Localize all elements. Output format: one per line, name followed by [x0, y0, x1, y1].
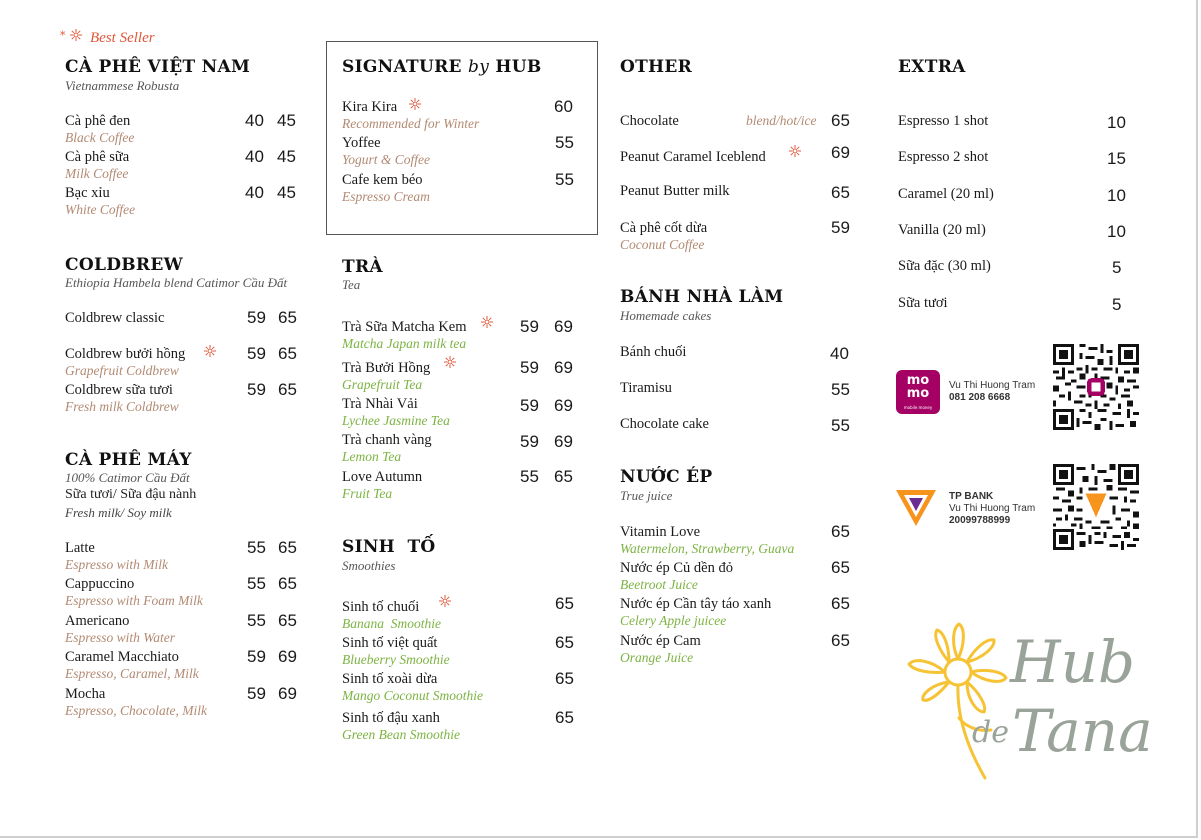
item-desc: Fruit Tea — [342, 486, 393, 501]
item-price-large: 69 — [554, 432, 573, 451]
menu-item — [342, 671, 602, 704]
item-price: 10 — [1107, 113, 1126, 132]
item-name: Trà chanh vàng — [342, 432, 432, 448]
item-name: Peanut Butter milk — [620, 183, 730, 199]
best-seller-flower-icon — [443, 355, 457, 369]
brand-name-line1: Hub — [1010, 628, 1136, 696]
menu-item — [898, 186, 1158, 203]
item-desc: Beetroot Juice — [620, 577, 698, 592]
section-title-vietnam: CÀ PHÊ VIỆT NAM — [65, 57, 251, 77]
item-price: 65 — [831, 631, 850, 650]
item-price-small: 59 — [520, 317, 539, 336]
section-title-cakes: BÁNH NHÀ LÀM — [620, 287, 784, 307]
item-price: 65 — [555, 633, 574, 652]
item-desc: Espresso Cream — [342, 189, 430, 204]
menu-item — [620, 633, 880, 666]
item-price: 5 — [1112, 295, 1122, 314]
menu-item — [65, 540, 325, 573]
legend-label: Best Seller — [90, 30, 155, 46]
item-desc: Lemon Tea — [342, 449, 402, 464]
item-price-small: 59 — [520, 432, 539, 451]
menu-item — [65, 149, 325, 182]
menu-item — [620, 416, 880, 433]
section-subtitle-smoothie: Smoothies — [342, 558, 396, 573]
milk-option-note: Sữa tươi/ Sữa đậu nành — [65, 487, 197, 502]
momo-logo-caption: mobile money — [903, 405, 933, 410]
menu-item — [620, 380, 880, 397]
momo-logo-bottom: mo — [906, 386, 930, 401]
item-name: Coldbrew sữa tươi — [65, 382, 173, 398]
item-price-small: 55 — [520, 467, 539, 486]
item-name: Trà Nhài Vải — [342, 396, 418, 412]
item-price: 65 — [831, 558, 850, 577]
item-name: Tiramisu — [620, 380, 672, 396]
item-desc: Espresso with Milk — [65, 557, 168, 572]
item-name: Cà phê sữa — [65, 149, 130, 165]
item-price: 60 — [554, 97, 573, 116]
item-price: 69 — [831, 143, 850, 162]
item-price-large: 69 — [554, 317, 573, 336]
item-price: 55 — [831, 380, 850, 399]
menu-item — [65, 613, 325, 646]
item-desc: Watermelon, Strawberry, Guava — [620, 541, 795, 556]
menu-item — [620, 183, 880, 200]
item-price: 65 — [555, 594, 574, 613]
item-name: Chocolate — [620, 113, 679, 129]
menu-item — [65, 310, 325, 327]
item-name: Sữa tươi — [898, 295, 948, 311]
item-name: Love Autumn — [342, 469, 423, 485]
menu-item — [65, 346, 325, 379]
best-seller-flower-icon — [788, 144, 802, 158]
item-desc: Black Coffee — [65, 130, 135, 145]
section-title-signature: SIGNATURE by HUB — [342, 57, 542, 77]
item-price: 65 — [831, 183, 850, 202]
item-price: 15 — [1107, 149, 1126, 168]
item-name: Peanut Caramel Iceblend — [620, 149, 766, 165]
momo-details — [949, 380, 1035, 404]
section-title-coldbrew: COLDBREW — [65, 255, 183, 275]
menu-item — [898, 113, 1158, 130]
legend-marker: * — [60, 29, 66, 42]
menu-item — [342, 360, 602, 393]
tpbank-name: TP BANK — [949, 491, 994, 502]
section-subtitle-juice: True juice — [620, 488, 673, 503]
item-desc: Lychee Jasmine Tea — [342, 413, 450, 428]
item-name: Coldbrew bưởi hồng — [65, 346, 186, 362]
best-seller-flower-icon — [69, 28, 83, 42]
item-price: 55 — [555, 170, 574, 189]
menu-item — [620, 596, 880, 629]
tpbank-qr-code-icon — [1053, 464, 1139, 550]
item-desc: Celery Apple juicee — [620, 613, 727, 628]
menu-item — [898, 295, 1158, 312]
tpbank-account-name: Vu Thi Huong Tram — [949, 503, 1036, 514]
section-title-may: CÀ PHÊ MÁY — [65, 450, 192, 470]
milk-option-note-en: Fresh milk/ Soy milk — [65, 505, 172, 520]
item-desc: Recommended for Winter — [342, 116, 480, 131]
menu-item — [342, 710, 602, 743]
menu-item — [898, 258, 1158, 275]
item-name: Cà phê cốt dừa — [620, 220, 708, 236]
item-price-small: 59 — [247, 684, 266, 703]
section-title-tea: TRÀ — [342, 257, 383, 277]
menu-item — [620, 143, 880, 166]
item-price-small: 55 — [247, 538, 266, 557]
item-name: Sinh tố việt quất — [342, 635, 438, 651]
momo-logo — [896, 370, 940, 414]
item-name: Kira Kira — [342, 99, 398, 115]
item-desc: Orange Juice — [620, 650, 694, 665]
section-subtitle-cakes: Homemade cakes — [620, 308, 712, 323]
item-price-small: 40 — [245, 183, 264, 202]
menu-item — [620, 560, 880, 593]
item-desc: Espresso, Chocolate, Milk — [65, 703, 207, 718]
item-desc: Banana Smoothie — [342, 616, 441, 631]
item-name: Vanilla (20 ml) — [898, 222, 986, 238]
best-seller-flower-icon — [203, 344, 217, 358]
item-name: Chocolate cake — [620, 416, 709, 432]
item-desc: Coconut Coffee — [620, 237, 705, 252]
momo-account-name: Vu Thi Huong Tram — [949, 380, 1036, 391]
item-price: 10 — [1107, 186, 1126, 205]
item-name: Trà Bưởi Hồng — [342, 360, 431, 376]
item-desc: Mango Coconut Smoothie — [342, 688, 483, 703]
item-price: 65 — [831, 594, 850, 613]
menu-item — [342, 99, 602, 132]
best-seller-flower-icon — [408, 97, 422, 111]
item-desc: Blueberry Smoothie — [342, 652, 450, 667]
item-price-small: 40 — [245, 111, 264, 130]
item-name: Coldbrew classic — [65, 310, 165, 326]
item-desc: Fresh milk Coldbrew — [65, 399, 179, 414]
item-name: Espresso 2 shot — [898, 149, 989, 165]
sunflower-logo-icon — [895, 620, 1020, 785]
menu-item — [342, 135, 602, 168]
item-desc: Matcha Japan milk tea — [342, 336, 467, 351]
brand-name-line2: Tana — [1012, 697, 1153, 765]
section-title-extra: EXTRA — [898, 57, 966, 77]
item-desc: White Coffee — [65, 202, 136, 217]
item-price-large: 65 — [278, 308, 297, 327]
item-name: Latte — [65, 540, 95, 556]
item-price-large: 65 — [554, 467, 573, 486]
section-subtitle-tea: Tea — [342, 277, 361, 292]
section-title-smoothie: SINH TỐ — [342, 537, 436, 557]
item-price-large: 69 — [554, 396, 573, 415]
item-price-small: 55 — [247, 574, 266, 593]
menu-item — [65, 185, 325, 218]
item-price-large: 65 — [278, 380, 297, 399]
menu-item — [620, 344, 880, 361]
item-price-large: 65 — [278, 344, 297, 363]
menu-item — [342, 396, 602, 429]
best-seller-flower-icon — [480, 315, 494, 329]
item-price: 65 — [555, 708, 574, 727]
item-price: 40 — [830, 344, 849, 363]
item-name: Sữa đặc (30 ml) — [898, 258, 991, 274]
item-price-large: 69 — [278, 647, 297, 666]
item-name: Nước ép Cam — [620, 633, 701, 649]
item-name: Vitamin Love — [620, 524, 701, 540]
item-price-large: 65 — [278, 574, 297, 593]
item-name: Caramel Macchiato — [65, 649, 179, 665]
brand-name-de: de — [972, 715, 1009, 750]
menu-item — [342, 594, 602, 632]
item-price: 5 — [1112, 258, 1122, 277]
item-name: Cappuccino — [65, 576, 135, 592]
item-name: Nước ép Củ dền đỏ — [620, 560, 733, 576]
item-name: Yoffee — [342, 135, 381, 151]
menu-item — [898, 222, 1158, 239]
momo-qr-code-icon — [1053, 344, 1139, 430]
section-subtitle-coldbrew: Ethiopia Hambela blend Catimor Cầu Đất — [65, 275, 288, 290]
section-subtitle-vietnam: Vietnammese Robusta — [65, 78, 180, 93]
item-price: 59 — [831, 218, 850, 237]
item-price: 10 — [1107, 222, 1126, 241]
item-name: Espresso 1 shot — [898, 113, 989, 129]
item-price: 55 — [555, 133, 574, 152]
item-price-large: 65 — [278, 611, 297, 630]
item-name: Cafe kem béo — [342, 172, 423, 188]
item-note: blend/hot/ice — [746, 113, 817, 128]
momo-logo-top: mo — [906, 373, 930, 388]
item-name: Bạc xỉu — [65, 185, 110, 201]
item-price-small: 59 — [247, 380, 266, 399]
menu-item — [620, 220, 880, 253]
item-price-small: 55 — [247, 611, 266, 630]
item-desc: Grapefruit Coldbrew — [65, 363, 179, 378]
tpbank-logo-icon — [896, 490, 936, 526]
item-name: Sinh tố đậu xanh — [342, 710, 440, 726]
menu-item — [65, 686, 325, 719]
menu-item — [65, 113, 325, 146]
menu-item — [65, 649, 325, 682]
item-desc: Espresso, Caramel, Milk — [65, 666, 199, 681]
item-price-large: 45 — [277, 183, 296, 202]
item-price-small: 59 — [520, 358, 539, 377]
tpbank-account-number: 20099788999 — [949, 515, 1011, 526]
momo-phone: 081 208 6668 — [949, 392, 1011, 403]
item-price: 65 — [555, 669, 574, 688]
item-desc: Espresso with Water — [65, 630, 176, 645]
item-price-large: 45 — [277, 147, 296, 166]
section-title-other: OTHER — [620, 57, 693, 77]
menu-item — [342, 469, 602, 502]
item-desc: Yogurt & Coffee — [342, 152, 431, 167]
item-name: Bánh chuối — [620, 344, 687, 360]
item-name: Caramel (20 ml) — [898, 186, 994, 202]
section-subtitle-may: 100% Catimor Cầu Đất — [65, 470, 190, 485]
menu-item — [65, 382, 325, 415]
best-seller-flower-icon — [438, 594, 452, 608]
item-desc: Grapefruit Tea — [342, 377, 423, 392]
item-price-small: 59 — [247, 344, 266, 363]
item-name: Trà Sữa Matcha Kem — [342, 319, 467, 335]
menu-item — [342, 635, 602, 668]
item-name: Nước ép Cần tây táo xanh — [620, 596, 772, 612]
item-price-small: 59 — [247, 308, 266, 327]
menu-item — [342, 172, 602, 205]
item-name: Mocha — [65, 686, 106, 702]
item-name: Sinh tố chuối — [342, 599, 420, 615]
item-name: Cà phê đen — [65, 113, 131, 129]
tpbank-details — [949, 491, 1035, 527]
item-price: 65 — [831, 522, 850, 541]
item-price-large: 69 — [278, 684, 297, 703]
menu-item — [620, 113, 880, 130]
menu-item — [65, 576, 325, 609]
item-price-large: 65 — [278, 538, 297, 557]
item-price-small: 59 — [247, 647, 266, 666]
item-price-small: 59 — [520, 396, 539, 415]
menu-item — [620, 524, 880, 557]
item-price-large: 69 — [554, 358, 573, 377]
item-price: 55 — [831, 416, 850, 435]
section-title-juice: NƯỚC ÉP — [620, 467, 713, 487]
item-price-large: 45 — [277, 111, 296, 130]
item-desc: Green Bean Smoothie — [342, 727, 460, 742]
item-name: Sinh tố xoài dừa — [342, 671, 438, 687]
item-name: Americano — [65, 613, 130, 629]
item-desc: Espresso with Foam Milk — [65, 593, 203, 608]
menu-item — [342, 319, 602, 352]
item-price: 65 — [831, 111, 850, 130]
menu-item — [342, 432, 602, 465]
item-desc: Milk Coffee — [65, 166, 129, 181]
menu-item — [898, 149, 1158, 166]
item-price-small: 40 — [245, 147, 264, 166]
